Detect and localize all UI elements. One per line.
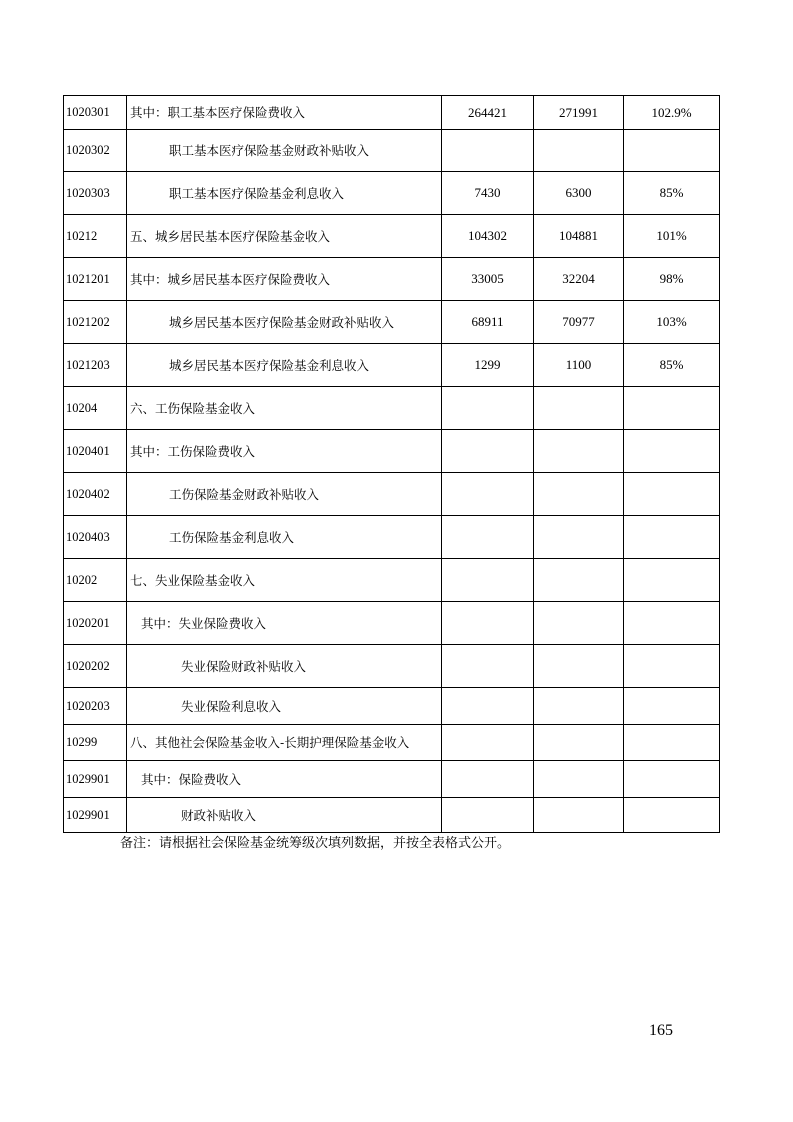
table-row — [64, 301, 720, 344]
row-code: 1020401 — [64, 430, 127, 473]
table-row — [64, 430, 720, 473]
row-value-2 — [534, 761, 624, 798]
row-value-1: 1299 — [442, 344, 534, 387]
row-value-3 — [624, 430, 720, 473]
row-value-3 — [624, 725, 720, 761]
table-row — [64, 172, 720, 215]
row-code: 1020203 — [64, 688, 127, 725]
row-value-3: 103% — [624, 301, 720, 344]
row-value-2 — [534, 516, 624, 559]
row-code: 1020202 — [64, 645, 127, 688]
table-row — [64, 96, 720, 130]
row-value-2: 104881 — [534, 215, 624, 258]
table-row — [64, 645, 720, 688]
row-value-3: 85% — [624, 172, 720, 215]
row-value-3 — [624, 387, 720, 430]
row-value-3 — [624, 645, 720, 688]
row-name: 八、其他社会保险基金收入-长期护理保险基金收入 — [127, 725, 442, 761]
table-row — [64, 387, 720, 430]
insurance-fund-income-table — [63, 95, 720, 833]
row-code: 10299 — [64, 725, 127, 761]
row-value-1 — [442, 430, 534, 473]
table-row — [64, 130, 720, 172]
row-value-3 — [624, 688, 720, 725]
row-value-2: 32204 — [534, 258, 624, 301]
row-name: 其中：工伤保险费收入 — [127, 430, 442, 473]
row-value-3 — [624, 798, 720, 833]
row-name: 五、城乡居民基本医疗保险基金收入 — [127, 215, 442, 258]
row-code: 10204 — [64, 387, 127, 430]
row-name: 工伤保险基金利息收入 — [127, 516, 442, 559]
row-code: 1020302 — [64, 130, 127, 172]
row-name: 其中：城乡居民基本医疗保险费收入 — [127, 258, 442, 301]
row-value-1 — [442, 602, 534, 645]
row-code: 1020402 — [64, 473, 127, 516]
row-code: 1020303 — [64, 172, 127, 215]
table-row — [64, 559, 720, 602]
row-value-2 — [534, 645, 624, 688]
row-name: 其中：职工基本医疗保险费收入 — [127, 96, 442, 130]
row-value-3 — [624, 559, 720, 602]
table-row — [64, 516, 720, 559]
row-code: 10212 — [64, 215, 127, 258]
row-value-2: 1100 — [534, 344, 624, 387]
table-row — [64, 798, 720, 833]
row-name: 城乡居民基本医疗保险基金财政补贴收入 — [127, 301, 442, 344]
row-value-3 — [624, 761, 720, 798]
table-row — [64, 344, 720, 387]
row-value-2 — [534, 725, 624, 761]
row-code: 1021201 — [64, 258, 127, 301]
row-value-2 — [534, 387, 624, 430]
row-name: 六、工伤保险基金收入 — [127, 387, 442, 430]
row-name: 失业保险财政补贴收入 — [127, 645, 442, 688]
row-code: 1020301 — [64, 96, 127, 130]
row-value-2: 271991 — [534, 96, 624, 130]
row-value-3 — [624, 602, 720, 645]
row-value-3 — [624, 516, 720, 559]
row-value-2 — [534, 430, 624, 473]
row-value-2 — [534, 688, 624, 725]
row-code: 1020403 — [64, 516, 127, 559]
row-value-1 — [442, 725, 534, 761]
row-value-1 — [442, 688, 534, 725]
row-value-1 — [442, 559, 534, 602]
row-value-1: 7430 — [442, 172, 534, 215]
row-code: 1020201 — [64, 602, 127, 645]
row-name: 城乡居民基本医疗保险基金利息收入 — [127, 344, 442, 387]
row-name: 财政补贴收入 — [127, 798, 442, 833]
row-value-3 — [624, 130, 720, 172]
table-row — [64, 215, 720, 258]
row-value-3: 101% — [624, 215, 720, 258]
table-row — [64, 473, 720, 516]
row-code: 1029901 — [64, 761, 127, 798]
row-value-2: 6300 — [534, 172, 624, 215]
row-value-1 — [442, 645, 534, 688]
row-value-2 — [534, 559, 624, 602]
row-code: 1021202 — [64, 301, 127, 344]
row-code: 10202 — [64, 559, 127, 602]
row-name: 其中：保险费收入 — [127, 761, 442, 798]
row-value-1 — [442, 130, 534, 172]
row-value-1: 68911 — [442, 301, 534, 344]
row-value-1 — [442, 387, 534, 430]
row-value-1: 33005 — [442, 258, 534, 301]
row-value-3 — [624, 473, 720, 516]
row-value-1 — [442, 761, 534, 798]
page-number: 165 — [649, 1022, 673, 1039]
row-value-3: 102.9% — [624, 96, 720, 130]
row-value-3: 85% — [624, 344, 720, 387]
row-value-1: 104302 — [442, 215, 534, 258]
row-name: 工伤保险基金财政补贴收入 — [127, 473, 442, 516]
table-footnote: 备注：请根据社会保险基金统筹级次填列数据，并按全表格式公开。 — [120, 836, 511, 851]
row-value-2 — [534, 473, 624, 516]
row-value-1 — [442, 473, 534, 516]
row-code: 1029901 — [64, 798, 127, 833]
row-name: 其中：失业保险费收入 — [127, 602, 442, 645]
row-code: 1021203 — [64, 344, 127, 387]
row-value-2: 70977 — [534, 301, 624, 344]
row-name: 职工基本医疗保险基金利息收入 — [127, 172, 442, 215]
table-row — [64, 258, 720, 301]
row-value-2 — [534, 602, 624, 645]
row-value-3: 98% — [624, 258, 720, 301]
table-row — [64, 725, 720, 761]
table-row — [64, 761, 720, 798]
row-name: 失业保险利息收入 — [127, 688, 442, 725]
row-value-1: 264421 — [442, 96, 534, 130]
row-value-2 — [534, 130, 624, 172]
table-row — [64, 688, 720, 725]
row-value-2 — [534, 798, 624, 833]
row-name: 七、失业保险基金收入 — [127, 559, 442, 602]
row-value-1 — [442, 798, 534, 833]
row-name: 职工基本医疗保险基金财政补贴收入 — [127, 130, 442, 172]
row-value-1 — [442, 516, 534, 559]
table-row — [64, 602, 720, 645]
